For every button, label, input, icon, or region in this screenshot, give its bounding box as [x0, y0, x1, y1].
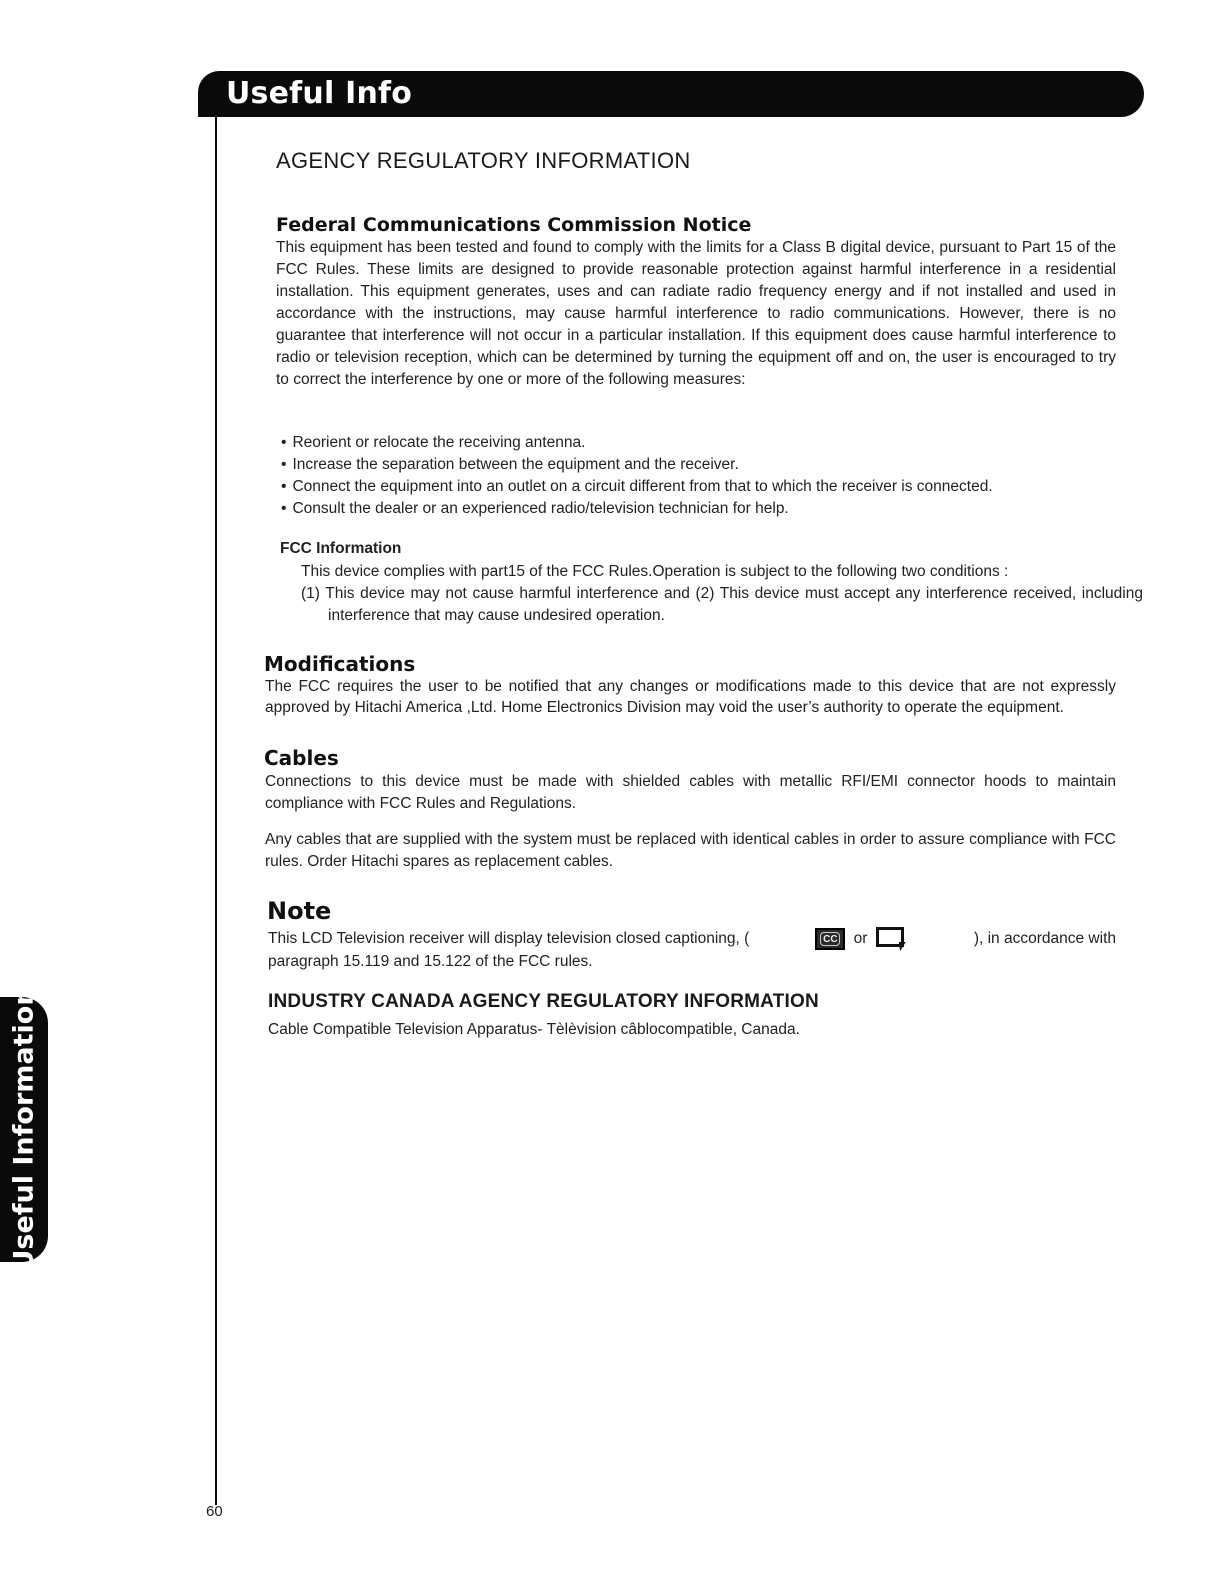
note-line-1 — [268, 927, 1116, 951]
closed-caption-icon: CC — [815, 928, 845, 950]
header-title: Useful Info — [226, 76, 413, 111]
side-tab — [0, 986, 48, 1272]
cables-heading: Cables — [264, 746, 339, 770]
list-item: • Consult the dealer or an experienced radio/television technician for help. — [281, 498, 1121, 520]
note-or: or — [853, 930, 868, 948]
fcc-information-line1: This device complies with part15 of the FCC Rules.Operation is subject to the following two conditions : — [301, 563, 1009, 580]
note-text — [268, 927, 1116, 973]
note-icons — [811, 927, 911, 951]
list-item: • Increase the separation between the equipment and the receiver. — [281, 454, 1121, 476]
agency-regulatory-title: AGENCY REGULATORY INFORMATION — [276, 148, 691, 173]
cables-text-1: Connections to this device must be made with shielded cables with metallic RFI/EMI connector hoods to maintain compliance with FCC Rules and Regulations. — [265, 773, 1116, 812]
note-line-2: paragraph 15.119 and 15.122 of the FCC rules. — [268, 953, 593, 970]
modifications-text: The FCC requires the user to be notified that any changes or modifications made to this device that are not expressly approved by Hitachi America ,Ltd. Home Electronics Division may void the user’s authority to operate the equipment. — [265, 678, 1116, 716]
page-number: 60 — [206, 1503, 223, 1520]
fcc-information-label: FCC Information — [280, 540, 402, 557]
modifications-heading: Modifications — [264, 652, 416, 676]
side-tab-label: Useful Information — [8, 986, 40, 1272]
header-bar — [198, 71, 1144, 117]
cables-text-2: Any cables that are supplied with the system must be replaced with identical cables in order to assure compliance with FCC rules. Order Hitachi spares as replacement cables. — [265, 831, 1116, 870]
fcc-notice-text: This equipment has been tested and found to comply with the limits for a Class B digital device, pursuant to Part 15 of the FCC Rules. These limits are designed to provide reasonable protection against harmful interference in a residential installation. This equipment generates, uses and can radiate radio frequency energy and if not installed and used in accordance with the instructions, may cause harmful interference to radio communications. However, there is no guarantee that interference will not occur in a particular installation. If this equipment does cause harmful interference to radio or television reception, which can be determined by turning the equipment off and on, the user is encouraged to try to correct the interference by one or more of the following measures: — [276, 239, 1116, 388]
list-item: • Connect the equipment into an outlet on a circuit different from that to which the receiver is connected. — [281, 476, 1121, 498]
fcc-information-conditions: (1) This device may not cause harmful interference and (2) This device must accept any interference received, including interference that may cause undesired operation. — [301, 585, 1143, 624]
interference-measures-list — [281, 432, 1121, 520]
note-text-before: This LCD Television receiver will display television closed captioning, ( — [268, 930, 750, 947]
note-text-after: ), in accordance with — [973, 930, 1116, 947]
note-heading: Note — [267, 897, 332, 925]
caption-box-icon — [876, 927, 908, 951]
margin-rule — [215, 110, 217, 1505]
industry-canada-text: Cable Compatible Television Apparatus- Tèlèvision câblocompatible, Canada. — [268, 1021, 800, 1038]
fcc-notice-heading: Federal Communications Commission Notice — [276, 214, 752, 236]
list-item: • Reorient or relocate the receiving antenna. — [281, 432, 1121, 454]
industry-canada-heading: INDUSTRY CANADA AGENCY REGULATORY INFORMATION — [268, 991, 819, 1012]
